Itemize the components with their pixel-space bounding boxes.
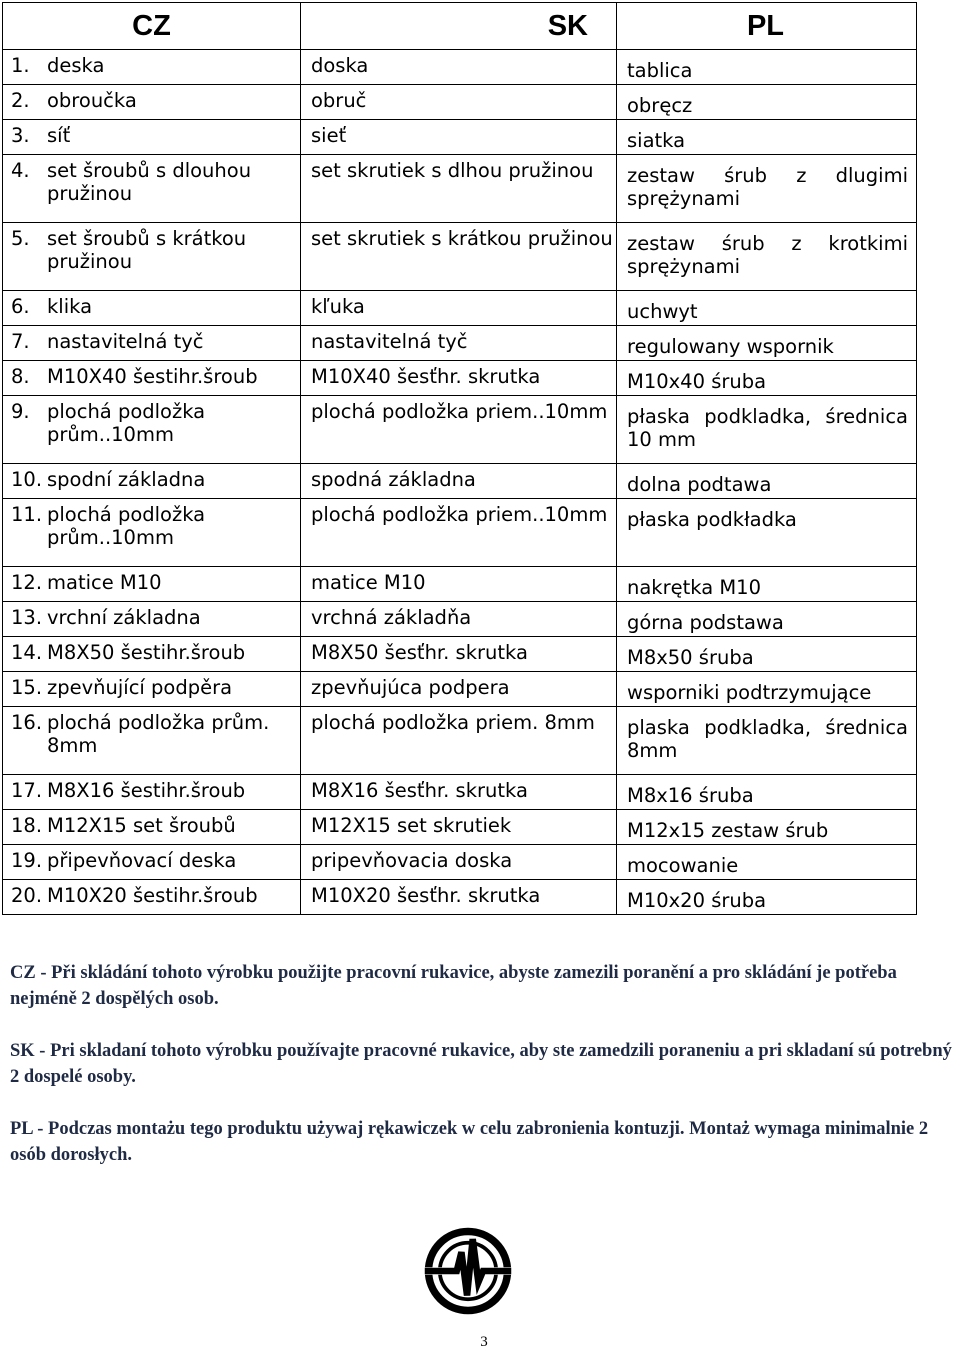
pl-term: wsporniki podtrzymujące [627,681,872,704]
item-number: 7. [11,330,30,353]
pl-cell [617,291,917,326]
cz-term: matice M10 [47,571,162,594]
sk-term: M10X40 šesťhr. skrutka [311,365,541,388]
cz-cell [3,880,301,915]
pl-term: M10x40 śruba [627,370,767,393]
table-row [3,775,917,810]
pl-term: regulowany wspornik [627,335,834,358]
item-number: 18. [11,814,43,837]
item-number: 13. [11,606,43,629]
table-row [3,361,917,396]
pl-cell [617,326,917,361]
pl-cell [617,50,917,85]
cz-cell [3,637,301,672]
sk-cell [301,637,617,672]
item-number: 8. [11,365,30,388]
sk-cell [301,775,617,810]
note-sk: SK - Pri skladaní tohoto výrobku používajte pracovné rukavice, aby ste zamedzili poraneniu a pri skladaní sú potrebný 2 dospelé osoby. [10,1041,952,1087]
pl-term: plaska podkladka, średnica 8mm [627,716,908,762]
table-row [3,499,917,567]
cz-term: zpevňující podpěra [47,676,233,699]
sk-term: M12X15 set skrutiek [311,814,512,837]
sk-term: plochá podložka priem. 8mm [311,711,595,734]
sk-term: zpevňujúca podpera [311,676,510,699]
table-row [3,464,917,499]
sk-cell [301,499,617,567]
cz-cell [3,464,301,499]
cz-cell [3,155,301,223]
cz-term: M8X16 šestihr.šroub [47,779,246,802]
sk-cell [301,567,617,602]
table-row [3,50,917,85]
item-number: 14. [11,641,43,664]
pl-cell [617,464,917,499]
pl-cell [617,637,917,672]
sk-term: kľuka [311,295,365,318]
cz-term: klika [47,295,93,318]
cz-cell [3,326,301,361]
sk-cell [301,120,617,155]
cz-term: spodní základna [47,468,206,491]
cz-cell [3,50,301,85]
table-row [3,672,917,707]
sk-term: matice M10 [311,571,426,594]
sk-cell [301,50,617,85]
table-row [3,120,917,155]
item-number: 2. [11,89,30,112]
pl-term: mocowanie [627,854,739,877]
page-number: 3 [480,1334,488,1350]
pl-cell [617,155,917,223]
sk-term: pripevňovacia doska [311,849,513,872]
sk-cell [301,396,617,464]
header-pl: PL [617,3,917,50]
sk-term: sieť [311,124,347,147]
pl-term: M10x20 śruba [627,889,767,912]
sk-cell [301,223,617,291]
cz-cell [3,396,301,464]
pl-cell [617,810,917,845]
cz-term: vrchní základna [47,606,201,629]
sk-cell [301,85,617,120]
cz-term: síť [47,124,71,147]
cz-cell [3,499,301,567]
table-row [3,602,917,637]
pl-cell [617,672,917,707]
table-row [3,291,917,326]
cz-term: M12X15 set šroubů [47,814,236,837]
sk-term: set skrutiek s krátkou pružinou [311,227,613,250]
sk-term: M8X16 šesťhr. skrutka [311,779,528,802]
table-row [3,326,917,361]
table-row [3,85,917,120]
cz-cell [3,120,301,155]
sk-term: M10X20 šesťhr. skrutka [311,884,541,907]
table-row [3,637,917,672]
item-number: 5. [11,227,30,250]
pl-term: M8x50 śruba [627,646,754,669]
table-row [3,155,917,223]
sk-term: doska [311,54,369,77]
cz-cell [3,223,301,291]
item-number: 19. [11,849,43,872]
brand-logo-icon [421,1224,515,1318]
cz-term: M10X40 šestihr.šroub [47,365,258,388]
cz-term: nastavitelná tyč [47,330,204,353]
cz-cell [3,567,301,602]
item-number: 1. [11,54,30,77]
cz-term: plochá podložka prům..10mm [47,400,206,446]
item-number: 15. [11,676,43,699]
cz-term: plochá podložka prům..10mm [47,503,206,549]
pl-term: nakrętka M10 [627,576,761,599]
cz-term: plochá podložka prům. 8mm [47,711,270,757]
cz-term: M8X50 šestihr.šroub [47,641,246,664]
pl-cell [617,775,917,810]
cz-term: set šroubů s krátkou pružinou [47,227,247,273]
pl-cell [617,602,917,637]
sk-term: set skrutiek s dlhou pružinou [311,159,594,182]
table-row [3,880,917,915]
note-pl: PL - Podczas montażu tego produktu używaj rękawiczek w celu zabronienia kontuzji. Montaż wymaga minimalnie 2 osób dorosłych. [10,1119,929,1165]
pl-cell [617,880,917,915]
safety-notes [10,960,960,1194]
sk-term: M8X50 šesťhr. skrutka [311,641,528,664]
pl-term: zestaw śrub z krotkimi sprężynami [627,232,908,278]
cz-cell [3,291,301,326]
pl-term: siatka [627,129,686,152]
item-number: 12. [11,571,43,594]
cz-cell [3,361,301,396]
sk-term: spodná základna [311,468,476,491]
sk-term: plochá podložka priem..10mm [311,400,608,423]
pl-term: uchwyt [627,300,698,323]
pl-term: dolna podtawa [627,473,772,496]
item-number: 17. [11,779,43,802]
sk-cell [301,464,617,499]
cz-cell [3,602,301,637]
pl-cell [617,707,917,775]
pl-cell [617,361,917,396]
table-row [3,810,917,845]
item-number: 4. [11,159,30,182]
cz-term: obroučka [47,89,137,112]
sk-cell [301,707,617,775]
pl-cell [617,85,917,120]
header-cz: CZ [3,3,301,50]
cz-cell [3,707,301,775]
pl-cell [617,396,917,464]
pl-term: M12x15 zestaw śrub [627,819,829,842]
pl-cell [617,223,917,291]
cz-cell [3,672,301,707]
table-row [3,223,917,291]
sk-term: plochá podložka priem..10mm [311,503,608,526]
item-number: 11. [11,503,43,526]
cz-cell [3,810,301,845]
table-row [3,845,917,880]
pl-cell [617,499,917,567]
sk-cell [301,361,617,396]
item-number: 3. [11,124,30,147]
cz-term: M10X20 šestihr.šroub [47,884,258,907]
pl-term: obręcz [627,94,693,117]
sk-cell [301,845,617,880]
sk-term: nastavitelná tyč [311,330,468,353]
cz-cell [3,85,301,120]
item-number: 9. [11,400,30,423]
pl-cell [617,567,917,602]
table-row [3,567,917,602]
item-number: 10. [11,468,43,491]
sk-cell [301,880,617,915]
sk-cell [301,326,617,361]
pl-term: tablica [627,59,693,82]
sk-cell [301,672,617,707]
header-row [3,3,917,50]
sk-cell [301,291,617,326]
sk-cell [301,155,617,223]
sk-cell [301,602,617,637]
parts-rows [3,50,917,915]
cz-term: připevňovací deska [47,849,237,872]
pl-cell [617,845,917,880]
item-number: 6. [11,295,30,318]
cz-term: deska [47,54,105,77]
parts-table [2,2,917,915]
cz-cell [3,845,301,880]
item-number: 16. [11,711,43,734]
sk-term: obruč [311,89,367,112]
cz-cell [3,775,301,810]
note-cz: CZ - Při skládání tohoto výrobku použijte pracovní rukavice, abyste zamezili poranění a pro skládání je potřeba nejméně 2 dospělých osob. [10,963,897,1009]
sk-cell [301,810,617,845]
sk-term: vrchná základňa [311,606,472,629]
cz-term: set šroubů s dlouhou pružinou [47,159,252,205]
pl-term: M8x16 śruba [627,784,754,807]
table-row [3,707,917,775]
pl-term: zestaw śrub z dlugimi sprężynami [627,164,908,210]
header-sk: SK [301,3,617,50]
pl-term: górna podstawa [627,611,784,634]
pl-term: płaska podkładka [627,508,797,531]
table-row [3,396,917,464]
pl-cell [617,120,917,155]
pl-term: płaska podkladka, średnica 10 mm [627,405,908,451]
item-number: 20. [11,884,43,907]
